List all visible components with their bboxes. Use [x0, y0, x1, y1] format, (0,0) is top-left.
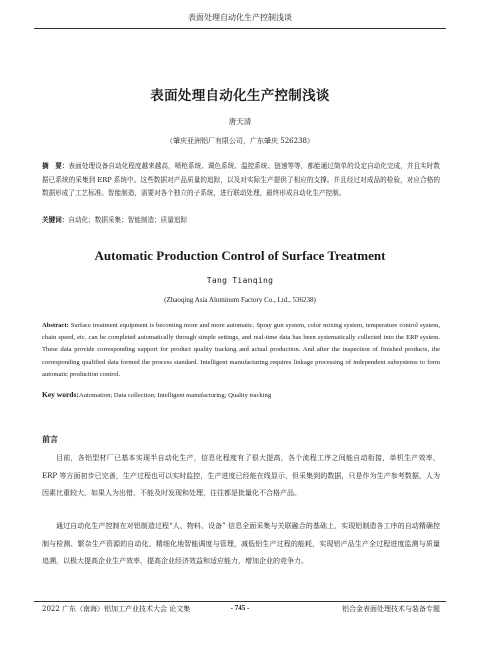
chinese-keywords-label: 关键词：: [42, 216, 69, 224]
footer-topic: 铝合金表面处理技术与装备专题: [342, 605, 440, 613]
footer-proceedings: 2022 广东（南海）铝加工产业技术大会 论文集: [42, 605, 191, 613]
english-author: Tang Tianqing: [206, 276, 274, 285]
english-keywords-label: Key words:: [42, 390, 79, 399]
english-abstract-text: Surface treatment equipment is becoming more and more automatic. Spray gun system, color mixing system, temperature control system, chain speed, etc. can be completed automatically through simple settings, and real-time data has been systematically collected into the ERP system. These data provide corresponding support for product quality tracking and actual production. And after the inspection of finished products, the corresponding qualified data formed the process standard. Intelligent manufacturing requires linkage processing of independent subsystems to form automatic production control.: [42, 322, 440, 378]
section-heading: 前言: [42, 435, 58, 444]
chinese-title: 表面处理自动化生产控制浅谈: [150, 88, 330, 104]
english-abstract-label: Abstract:: [42, 322, 69, 329]
english-title: Automatic Production Control of Surface Treatment: [94, 248, 386, 263]
english-abstract: [42, 320, 440, 381]
page-number: - 745 -: [230, 604, 250, 612]
chinese-abstract-label: 摘 要：: [42, 162, 69, 170]
footer-rule: [34, 601, 446, 602]
body-paragraph: 通过自动化生产控制在对铝制造过程“人、物料、设备” 信息全面采集与关联融合的基础上，实现铝制造各工序的自动精确控制与检测、繁杂生产资源的自动化、精细化地智能调度与管理，减低铝生产过程的能耗，实现铝产品生产全过程进度监测与质量追溯，以极大提高企业生产效率，提高企业经济效益和适应能力，增加企业的竞争力。: [42, 522, 440, 565]
chinese-affiliation: （肇庆亚洲铝厂有限公司，广东肇庆 526238）: [166, 137, 314, 145]
english-keywords-text: Automation; Data collection; Intelligent manufacturing; Quality tracking: [78, 392, 272, 399]
running-head: 表面处理自动化生产控制浅谈: [188, 13, 292, 22]
header-rule: [34, 28, 446, 29]
chinese-keywords-text: 自动化；数据采集；智能制造；质量追踪: [68, 216, 188, 224]
chinese-abstract-text: 表面处理设备自动化程度越来越高，喷枪系统、调色系统、温控系统、链速等等，都能通过简单的设定自动化完成，并且实时数据已系统的采集到 ERP 系统中。这些数据对产品质量的追踪，以及对实际生产提供了相应的支撑。并且经过对成品的检验，对应合格的数据形成了工艺标准。智能制造，需要对各个独立的子系统，进行联动处理，最终形成自动化生产控制。: [42, 162, 441, 197]
chinese-keywords: [42, 214, 440, 228]
chinese-abstract: [42, 160, 440, 201]
english-affiliation: (Zhaoqing Asia Aluminum Factory Co., Ltd., 536238): [164, 296, 316, 304]
chinese-author: 唐天清: [228, 117, 252, 126]
body-paragraph: 目前，各铝型材厂已基本实现半自动化生产，信息化程度有了很大提高，各个流程工序之间能自动衔接，单机生产效率， ERP 等方面初步已完善，生产过程也可以实时监控，生产进度已经能在线显示，但采集到的数据，只是作为生产参考数据，人为因素比重较大，如果人为出错，不能及时发现和处理，往往都是批量化不合格产品。: [42, 454, 440, 497]
english-keywords: [42, 390, 440, 399]
